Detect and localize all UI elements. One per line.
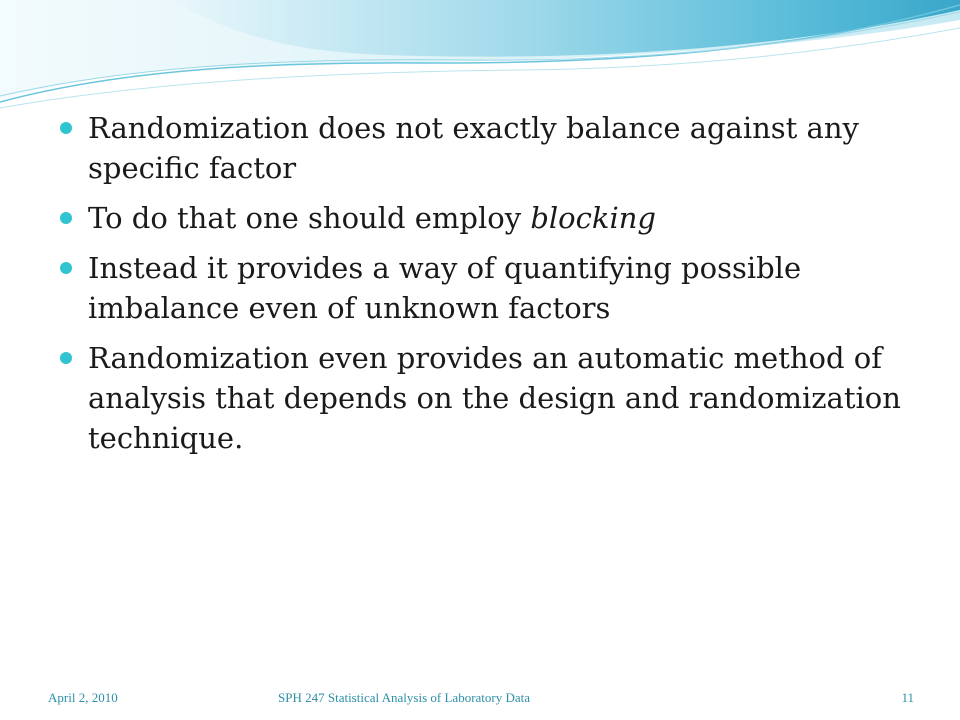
bullet-list <box>60 108 920 468</box>
slide-number: 11 <box>901 690 914 705</box>
bullet-text: Instead it provides a way of quantifying possible imbalance even of unknown factors <box>88 251 802 325</box>
bullet-text: Randomization even provides an automatic method of analysis that depends on the design and randomization technique. <box>88 341 901 455</box>
bullet-dot-icon <box>60 352 72 364</box>
header-wave-decoration <box>0 0 960 115</box>
bullet-item <box>60 338 920 458</box>
bullet-text: Randomization does not exactly balance against any specific factor <box>88 111 859 185</box>
bullet-dot-icon <box>60 262 72 274</box>
footer-date: April 2, 2010 <box>48 690 118 705</box>
bullet-item <box>60 248 920 328</box>
footer-title: SPH 247 Statistical Analysis of Laboratory Data <box>278 690 531 705</box>
bullet-text: To do that one should employ <box>88 201 531 235</box>
bullet-italic-term: blocking <box>530 201 656 235</box>
bullet-dot-icon <box>60 212 72 224</box>
bullet-item <box>60 198 920 238</box>
bullet-dot-icon <box>60 122 72 134</box>
bullet-item <box>60 108 920 188</box>
